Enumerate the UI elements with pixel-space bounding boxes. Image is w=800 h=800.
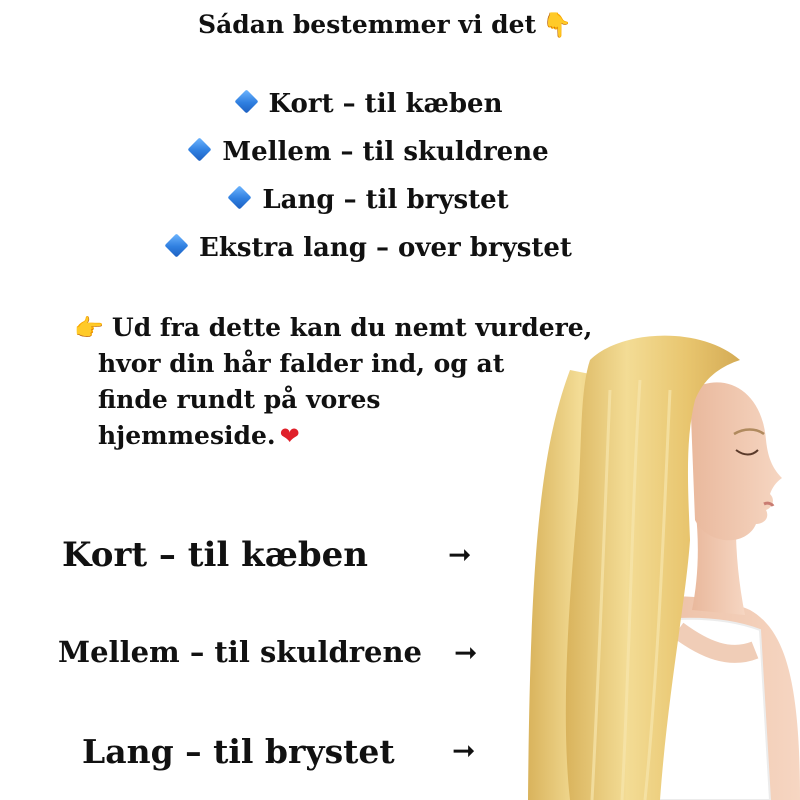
list-item-label: Lang – til brystet <box>262 185 509 215</box>
annotation-label-lang: Lang – til brystet <box>82 732 395 771</box>
length-list <box>0 82 740 274</box>
arrow-right-icon: ➞ <box>452 734 476 767</box>
list-item-label: Ekstra lang – over brystet <box>199 233 572 263</box>
paragraph-line: finde rundt på vores <box>98 385 381 414</box>
list-item-label: Mellem – til skuldrene <box>222 137 549 167</box>
page-title <box>0 10 770 39</box>
arrow-right-icon: ➞ <box>454 636 478 669</box>
paragraph-line: 👉 Ud fra dette kan du nemt vurdere, <box>74 313 593 342</box>
face <box>690 382 782 540</box>
blue-diamond-icon <box>165 233 189 257</box>
heart-icon: ❤ <box>279 422 300 450</box>
blue-diamond-icon <box>234 89 258 113</box>
list-item-label: Kort – til kæben <box>268 89 503 119</box>
list-item <box>0 178 740 226</box>
annotation-label-kort: Kort – til kæben <box>62 535 368 575</box>
annotation-label-mellem: Mellem – til skuldrene <box>58 635 423 669</box>
paragraph-line: hjemmeside. ❤ <box>98 421 300 450</box>
list-item <box>0 82 740 130</box>
woman-hair-illustration <box>500 330 800 800</box>
pointing-down-icon: 👇 <box>542 11 572 39</box>
blue-diamond-icon <box>228 185 252 209</box>
list-item <box>0 130 740 178</box>
list-item <box>0 226 740 274</box>
title-text: Sádan bestemmer vi det <box>198 10 537 39</box>
blue-diamond-icon <box>188 137 212 161</box>
pointing-right-icon: 👉 <box>74 314 104 342</box>
arrow-right-icon: ➞ <box>448 538 472 571</box>
paragraph-line: hvor din hår falder ind, og at <box>98 349 505 378</box>
